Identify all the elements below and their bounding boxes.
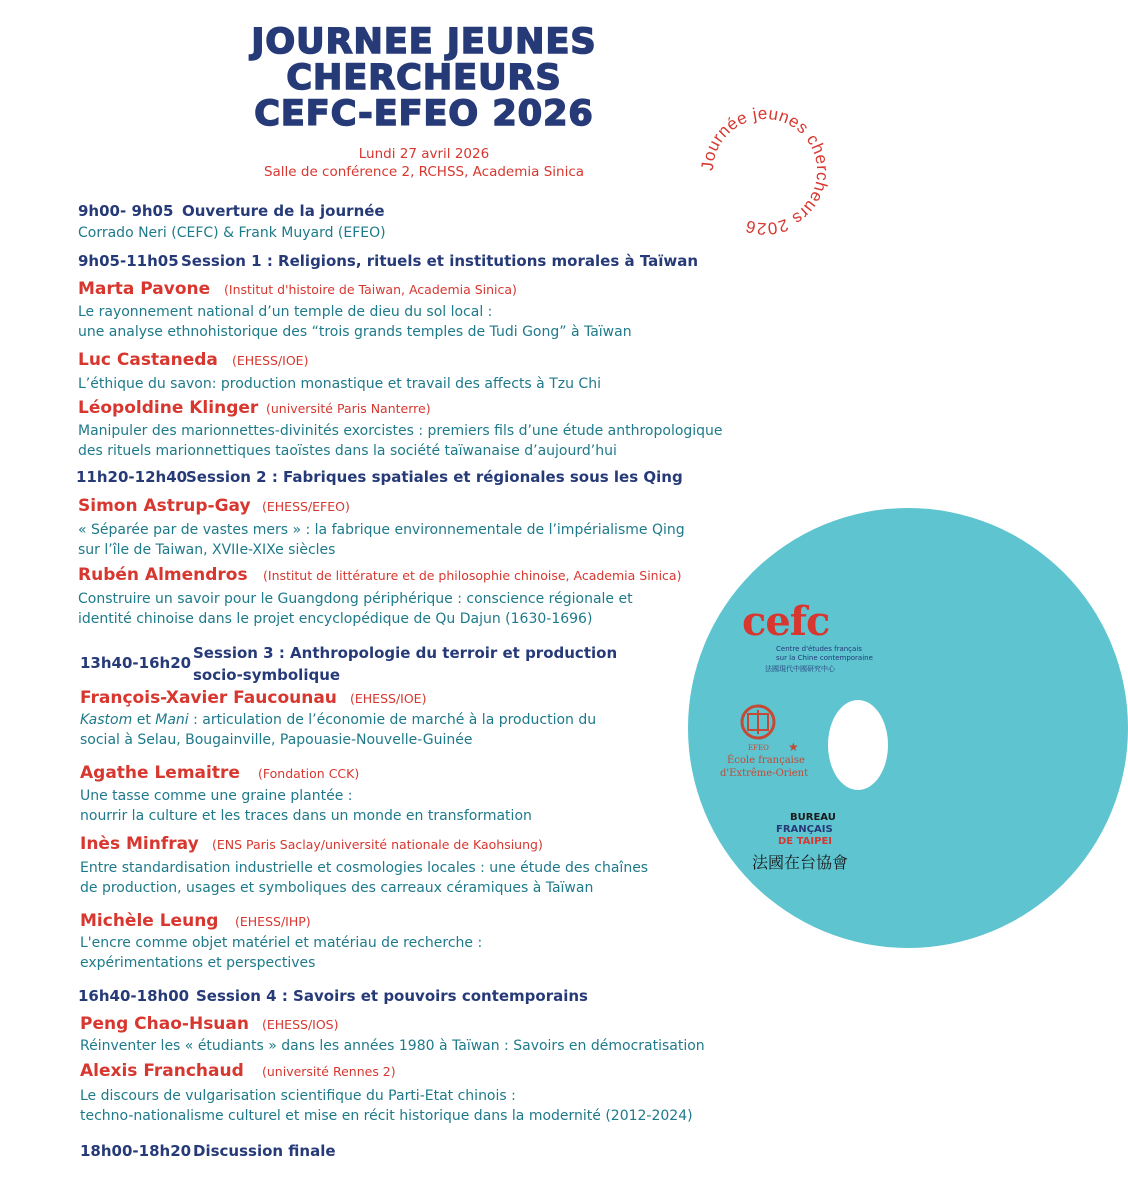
opening-speakers: Corrado Neri (CEFC) & Frank Muyard (EFEO) [78, 225, 386, 241]
opening-time: 9h00- 9h05 [78, 202, 174, 220]
talk-title-emphasis: Kastom [80, 712, 133, 728]
speaker-name: Peng Chao-Hsuan [80, 1014, 249, 1034]
speaker-name: Rubén Almendros [78, 565, 248, 585]
talk-title: de production, usages et symboliques des carreaux céramiques à Taïwan [80, 880, 594, 896]
session3-title-line1: Session 3 : Anthropologie du terroir et production [193, 644, 618, 662]
bureau-line3: DE TAIPEI [778, 836, 832, 847]
talk-title-fragment: et [132, 712, 156, 728]
talk-title: L'encre comme objet matériel et matériau de recherche : [80, 935, 483, 951]
session4-title: Session 4 : Savoirs et pouvoirs contemporains [196, 987, 588, 1005]
speaker-affiliation: (EHESS/IOE) [350, 691, 427, 706]
speaker-affiliation: (EHESS/IOE) [232, 353, 309, 368]
svg-text:Journée jeunes chercheurs 2026 [698, 104, 832, 238]
talk-title-fragment: : articulation de l’économie de marché à la production du [188, 712, 597, 728]
talk-title: L’éthique du savon: production monastique et travail des affects à Tzu Chi [78, 376, 601, 392]
efeo-emblem-icon [738, 702, 778, 742]
session2-title: Session 2 : Fabriques spatiales et régionales sous les Qing [186, 468, 683, 486]
efeo-line1: École française [727, 755, 805, 766]
efeo-line2: d'Extrême-Orient [720, 768, 809, 779]
efeo-tag: EFEO [748, 744, 769, 752]
talk-title: identité chinoise dans le projet encyclopédique de Qu Dajun (1630-1696) [78, 611, 593, 627]
bureau-chinese: 法國在台協會 [752, 853, 849, 872]
talk-title-emphasis: Mani [155, 712, 189, 728]
talk-title: « Séparée par de vastes mers » : la fabrique environnementale de l’impérialisme Qing [78, 522, 685, 538]
cefc-logo-line2: sur la Chine contemporaine [776, 654, 873, 662]
speaker-name: Luc Castaneda [78, 350, 218, 370]
talk-title: une analyse ethnohistorique des “trois grands temples de Tudi Gong” à Taïwan [78, 324, 632, 340]
talk-title: social à Selau, Bougainville, Papouasie-Nouvelle-Guinée [80, 732, 473, 748]
speaker-name: Alexis Franchaud [80, 1061, 244, 1081]
talk-title: Entre standardisation industrielle et cosmologies locales : une étude des chaînes [80, 860, 649, 876]
speaker-affiliation: (Institut de littérature et de philosophie chinoise, Academia Sinica) [263, 568, 682, 583]
talk-title: Le rayonnement national d’un temple de dieu du sol local : [78, 304, 493, 320]
decorative-circle-inner [828, 700, 888, 790]
talk-title: techno-nationalisme culturel et mise en récit historique dans la modernité (2012-2024) [80, 1108, 693, 1124]
speaker-name: François-Xavier Faucounau [80, 688, 337, 708]
event-venue: Salle de conférence 2, RCHSS, Academia Sinica [263, 164, 585, 180]
speaker-affiliation: (université Paris Nanterre) [266, 401, 431, 416]
speaker-affiliation: (Institut d'histoire de Taiwan, Academia Sinica) [224, 282, 517, 297]
stamp-text: Journée jeunes chercheurs 2026 [697, 103, 833, 239]
circular-stamp [690, 96, 840, 246]
speaker-affiliation: (université Rennes 2) [262, 1064, 396, 1079]
talk-title: expérimentations et perspectives [80, 955, 316, 971]
speaker-affiliation: (ENS Paris Saclay/université nationale de Kaohsiung) [212, 837, 543, 852]
event-date: Lundi 27 avril 2026 [358, 146, 490, 162]
speaker-name: Marta Pavone [78, 279, 211, 299]
speaker-affiliation: (EHESS/IHP) [235, 914, 311, 929]
speaker-affiliation: (EHESS/EFEO) [262, 499, 350, 514]
cefc-logo-chinese: 法國現代中國研究中心 [765, 665, 835, 673]
talk-title: sur l’île de Taiwan, XVIIe-XIXe siècles [78, 542, 336, 558]
session4-time: 16h40-18h00 [78, 987, 190, 1005]
speaker-affiliation: (EHESS/IOS) [262, 1017, 339, 1032]
session2-time: 11h20-12h40 [76, 468, 188, 486]
talk-title: nourrir la culture et les traces dans un monde en transformation [80, 808, 532, 824]
session1-title: Session 1 : Religions, rituels et institutions morales à Taïwan [181, 252, 699, 270]
title-line-3: CEFC-EFEO 2026 [254, 94, 594, 134]
talk-title: Réinventer les « étudiants » dans les années 1980 à Taïwan : Savoirs en démocratisation [80, 1038, 705, 1054]
title-line-2: CHERCHEURS [286, 58, 562, 98]
bureau-line2: FRANÇAIS [776, 824, 833, 835]
session1-time: 9h05-11h05 [78, 252, 179, 270]
talk-title: des rituels marionnettiques taoïstes dans la société taïwanaise d’aujourd’hui [78, 443, 617, 459]
talk-title: Construire un savoir pour le Guangdong périphérique : conscience régionale et [78, 591, 633, 607]
talk-title: Manipuler des marionnettes-divinités exorcistes : premiers fils d’une étude anthropologique [78, 423, 723, 439]
cefc-logo: cefc [742, 598, 830, 645]
speaker-name: Agathe Lemaitre [80, 763, 240, 783]
talk-title: Une tasse comme une graine plantée : [80, 788, 353, 804]
speaker-name: Michèle Leung [80, 911, 219, 931]
cefc-logo-line1: Centre d'études français [776, 645, 862, 653]
talk-title: Le discours de vulgarisation scientifique du Parti-Etat chinois : [80, 1088, 516, 1104]
bureau-line1: BUREAU [790, 812, 836, 823]
speaker-name: Léopoldine Klinger [78, 398, 259, 418]
title-line-1: JOURNEE JEUNES [251, 22, 597, 62]
speaker-name: Inès Minfray [80, 834, 199, 854]
opening-title: Ouverture de la journée [182, 202, 385, 220]
closing-title: Discussion finale [193, 1142, 336, 1160]
speaker-name: Simon Astrup-Gay [78, 496, 251, 516]
talk-title [80, 712, 596, 728]
star-icon: ★ [788, 740, 799, 754]
session3-time: 13h40-16h20 [80, 654, 192, 672]
closing-time: 18h00-18h20 [80, 1142, 192, 1160]
session3-title-line2: socio-symbolique [193, 666, 341, 684]
speaker-affiliation: (Fondation CCK) [258, 766, 360, 781]
